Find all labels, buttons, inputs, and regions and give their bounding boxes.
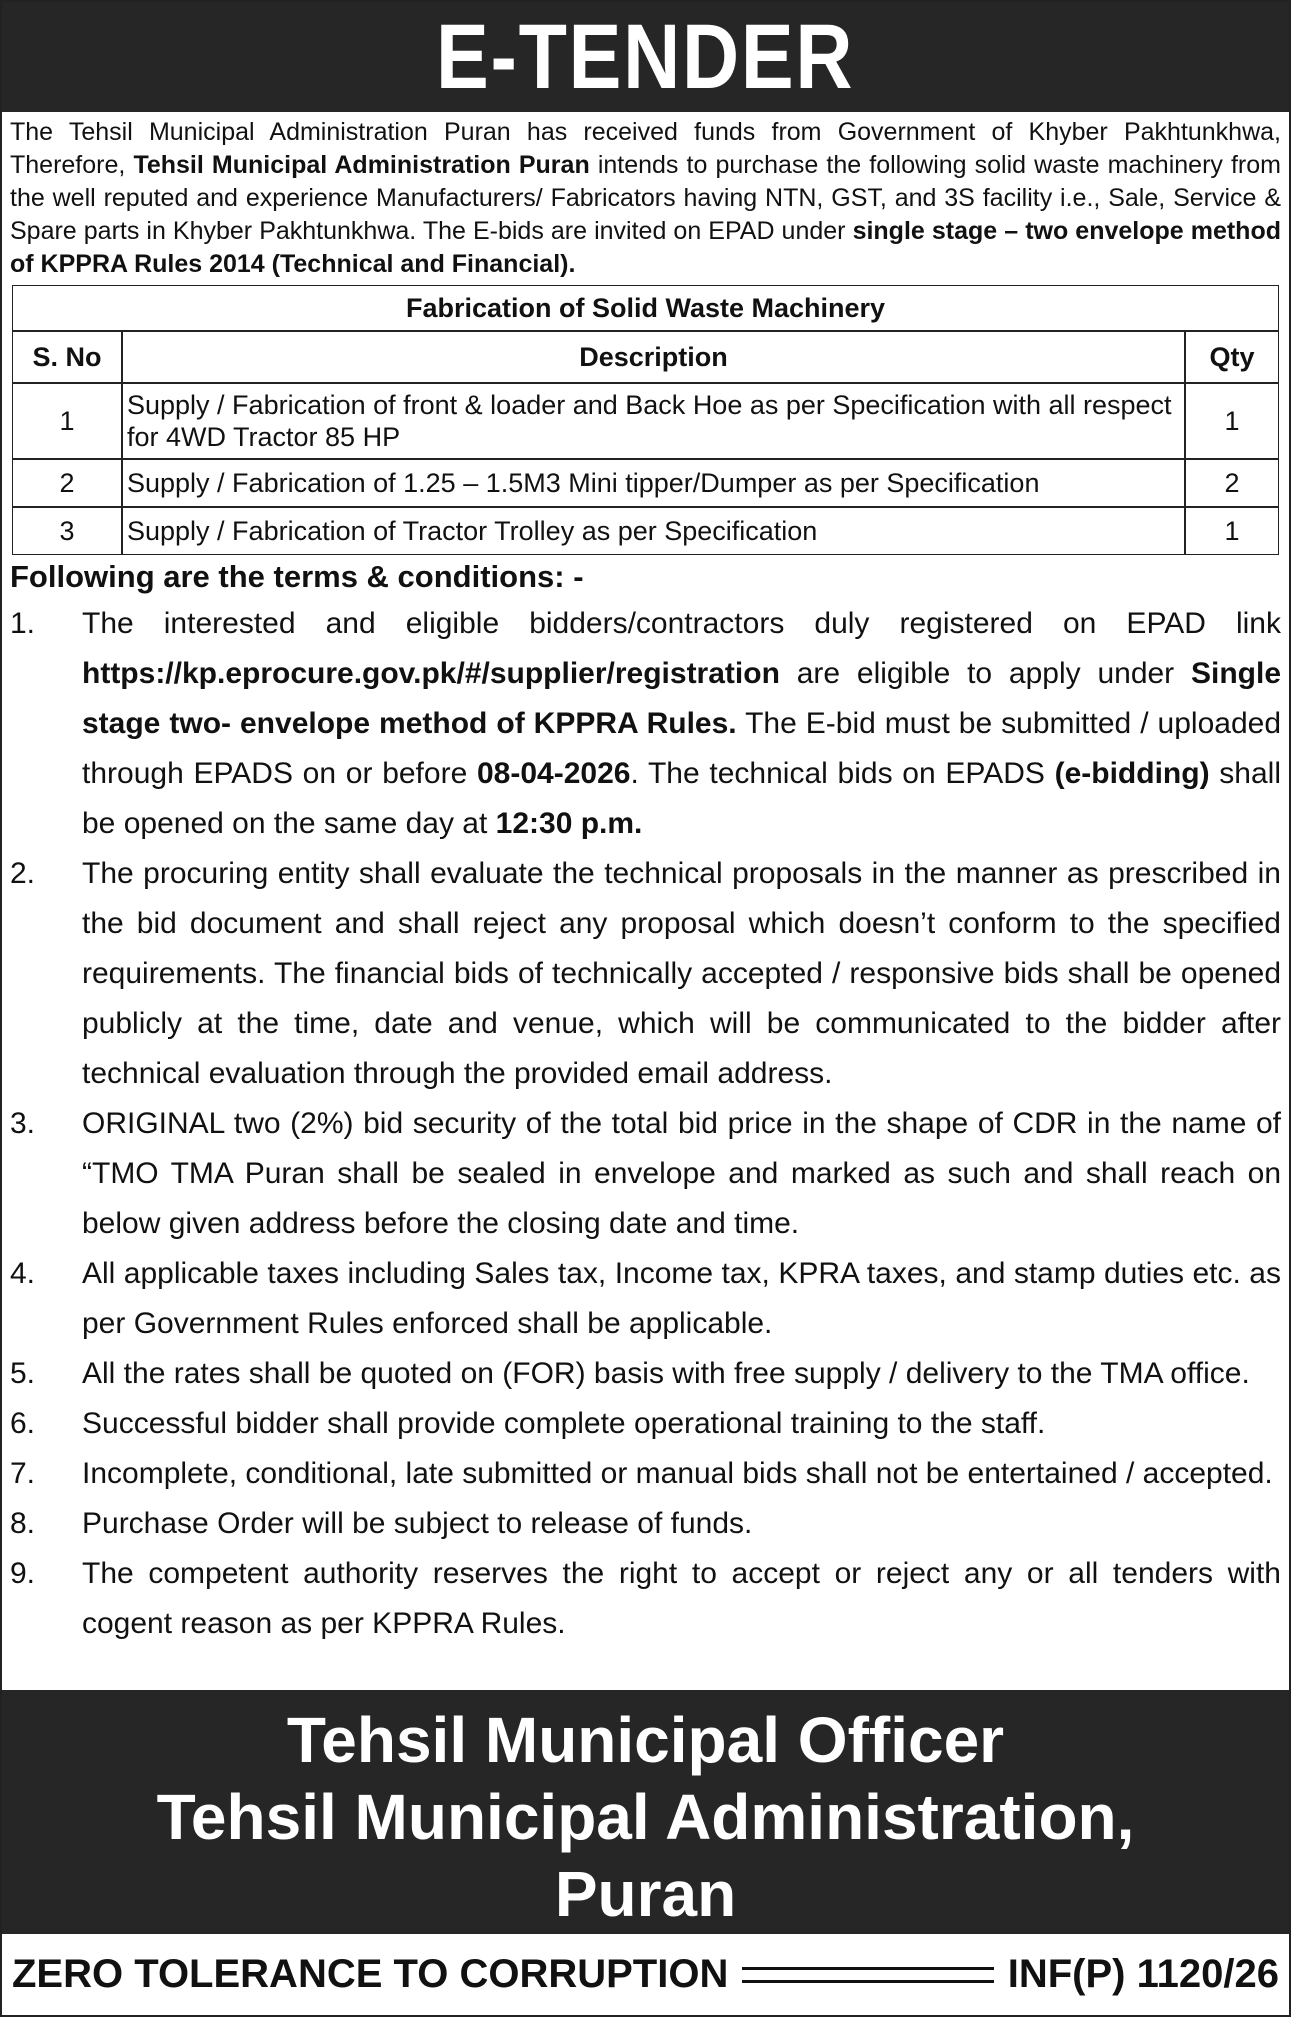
term-text: Incomplete, conditional, late submitted or manual bids shall not be entertained / accepted. [82, 1457, 1273, 1490]
issuer-line-2: Tehsil Municipal Administration, [156, 1781, 1135, 1853]
terms-section [2, 555, 1289, 1649]
row-description: Supply / Fabrication of Tractor Trolley as per Specification [122, 507, 1185, 555]
term-text: Purchase Order will be subject to release of funds. [82, 1507, 753, 1540]
row-qty: 1 [1185, 507, 1279, 555]
term-number: 9. [10, 1557, 36, 1590]
term-item [10, 1249, 1281, 1349]
term-item [10, 849, 1281, 1099]
table-row [12, 507, 1279, 555]
term-number: 1. [10, 607, 36, 640]
term-bold: Single stage two- envelope method of KPPRA Rules. [82, 657, 1281, 740]
table-row [12, 383, 1279, 459]
term-item [10, 1499, 1281, 1549]
issuer-line-1: Tehsil Municipal Officer [286, 1704, 1005, 1776]
term-text: All the rates shall be quoted on (FOR) basis with free supply / delivery to the TMA office. [82, 1357, 1250, 1390]
term-bold: (e-bidding) [1054, 757, 1210, 790]
row-sno: 2 [12, 459, 122, 507]
intro-text-2: intends to purchase the following solid waste machinery from the well reputed and experience Manufacturers/ Fabricators having NTN, GST, and 3S facility i.e., Sale, Service & Spare parts in Khyber Pakhtunkhwa. The E-bids are invited on EPAD under [10, 151, 1281, 245]
intro-bold-1: Tehsil Municipal Administration Puran [133, 151, 590, 179]
term-number: 5. [10, 1357, 36, 1390]
term-text: The competent authority reserves the right to accept or reject any or all tenders with cogent reason as per KPPRA Rules. [82, 1557, 1281, 1640]
term-item [10, 599, 1281, 849]
row-description: Supply / Fabrication of 1.25 – 1.5M3 Mini tipper/Dumper as per Specification [122, 459, 1185, 507]
term-text: The E-bid must be submitted / uploaded through EPADS on or before [82, 707, 1282, 790]
term-number: 8. [10, 1507, 36, 1540]
term-number: 7. [10, 1457, 36, 1490]
opening-time: 12:30 p.m. [495, 807, 643, 840]
term-text: are eligible to apply under [779, 657, 1191, 690]
intro-paragraph [2, 112, 1289, 281]
term-text: . The technical bids on EPADS [630, 757, 1055, 790]
term-text: The procuring entity shall evaluate the technical proposals in the manner as prescribed in the bid document and shall reject any proposal which doesn’t conform to the specified requirements. The financial bids of technically accepted / responsive bids shall be opened publicly at the time, date and venue, which will be communicated to the bidder after technical evaluation through the provided email address. [82, 857, 1281, 1090]
row-description: Supply / Fabrication of front & loader and Back Hoe as per Specification with all respect for 4WD Tractor 85 HP [122, 383, 1185, 459]
term-number: 2. [10, 857, 36, 890]
header-qty: Qty [1185, 331, 1279, 383]
terms-heading: Following are the terms & conditions: - [10, 559, 584, 594]
row-sno: 3 [12, 507, 122, 555]
bottom-strip [2, 1934, 1289, 2015]
term-item [10, 1449, 1281, 1499]
term-item [10, 1399, 1281, 1449]
issuer-line-3: Puran [554, 1858, 737, 1930]
items-table-wrapper [2, 281, 1289, 555]
table-caption-row [12, 285, 1279, 331]
term-text: All applicable taxes including Sales tax, Income tax, KPRA taxes, and stamp duties etc. as per Government Rules enforced shall be applicable. [82, 1257, 1281, 1340]
row-sno: 1 [12, 383, 122, 459]
term-number: 6. [10, 1407, 36, 1440]
table-header-row [12, 331, 1279, 383]
intro-bold-2: single stage – two envelope method of KPPRA Rules 2014 (Technical and Financial). [10, 217, 1281, 278]
intro-text-1: The Tehsil Municipal Administration Puran has received funds from Government of Khyber Pakhtunkhwa, Therefore, [10, 118, 1281, 179]
items-table [12, 285, 1279, 555]
header-description: Description [122, 331, 1185, 383]
term-number: 4. [10, 1257, 36, 1290]
term-text: Successful bidder shall provide complete operational training to the staff. [82, 1407, 1046, 1440]
term-item [10, 1349, 1281, 1399]
terms-list [10, 599, 1281, 1649]
epad-link: https://kp.eprocure.gov.pk/#/supplier/registration [82, 657, 780, 690]
term-number: 3. [10, 1107, 36, 1140]
header-sno: S. No [12, 331, 122, 383]
reference-number: INF(P) 1120/26 [1007, 1952, 1279, 1996]
page-title: E-TENDER [436, 6, 855, 108]
closing-date: 08-04-2026 [476, 757, 631, 790]
table-caption: Fabrication of Solid Waste Machinery [12, 285, 1279, 331]
title-banner [2, 2, 1289, 112]
issuer-banner [2, 1690, 1289, 1934]
double-rule [742, 1967, 993, 1983]
table-row [12, 459, 1279, 507]
term-text: ORIGINAL two (2%) bid security of the total bid price in the shape of CDR in the name of “TMO TMA Puran shall be sealed in envelope and marked as such and shall reach on below given address before the closing date and time. [82, 1107, 1281, 1240]
term-item [10, 1099, 1281, 1249]
row-qty: 1 [1185, 383, 1279, 459]
term-item [10, 1549, 1281, 1649]
slogan: ZERO TOLERANCE TO CORRUPTION [12, 1952, 729, 1996]
term-text: shall be opened on the same day at [82, 757, 1281, 840]
row-qty: 2 [1185, 459, 1279, 507]
term-text: The interested and eligible bidders/contractors duly registered on EPAD link [82, 607, 1281, 640]
